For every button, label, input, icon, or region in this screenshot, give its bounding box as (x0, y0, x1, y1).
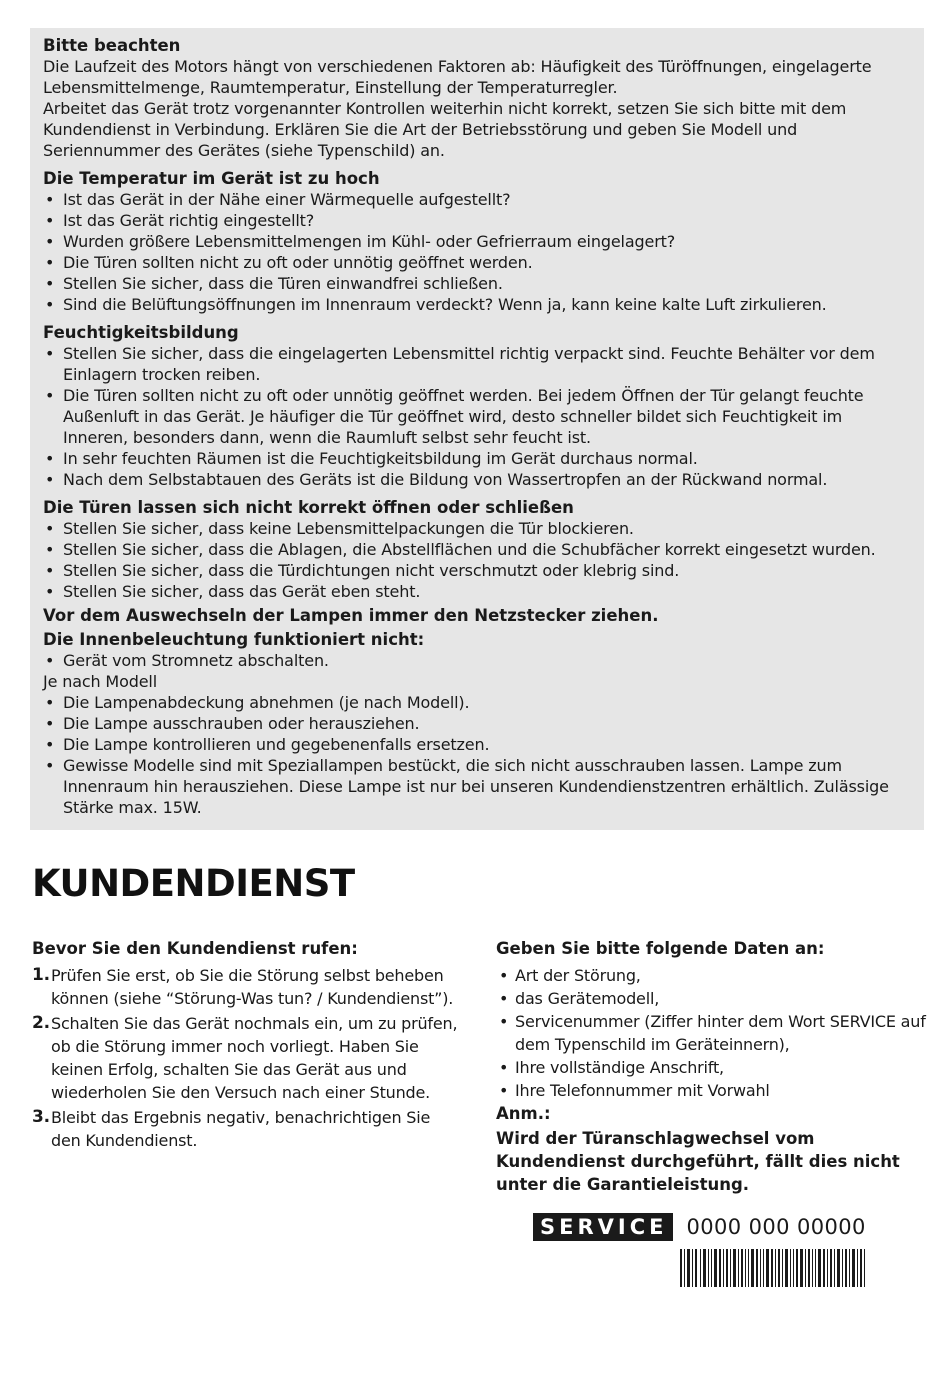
list-item: • Ihre vollständige Anschrift, (496, 1056, 936, 1079)
list-item: • Ist das Gerät in der Nähe einer Wärmequelle aufgestellt? (43, 189, 910, 210)
note-heading: Bitte beachten (43, 36, 181, 55)
note-label: Anm.: (496, 1104, 551, 1123)
doors-heading: Die Türen lassen sich nicht korrekt öffnen oder schließen (43, 498, 574, 517)
list-item: • Servicenummer (Ziffer hinter dem Wort SERVICE auf dem Typenschild im Geräteinnern), (496, 1010, 936, 1056)
light-list-1 (43, 650, 910, 671)
step-item (32, 1012, 462, 1104)
data-heading: Geben Sie bitte folgende Daten an: (496, 939, 825, 958)
step-item (32, 1106, 462, 1152)
list-item: • Die Türen sollten nicht zu oft oder unnötig geöffnet werden. (43, 252, 910, 273)
list-item: • Wurden größere Lebensmittelmengen im Kühl- oder Gefrierraum eingelagert? (43, 231, 910, 252)
step-item (32, 964, 462, 1010)
steps-list (32, 964, 462, 1152)
list-item: • Gewisse Modelle sind mit Speziallampen bestückt, die sich nicht ausschrauben lassen. Lampe zum Innenraum hin herausziehen. Diese Lampe ist nur bei unseren Kundendienstzentren erhältlich. Zulässige Stärke max. 15W. (43, 755, 910, 818)
step-text: Bleibt das Ergebnis negativ, benachrichtigen Sie den Kundendienst. (51, 1108, 431, 1150)
service-label-row (533, 1212, 866, 1242)
model-note: Je nach Modell (43, 672, 158, 691)
before-heading: Bevor Sie den Kundendienst rufen: (32, 939, 358, 958)
list-item: • das Gerätemodell, (496, 987, 936, 1010)
light-list-2 (43, 692, 910, 818)
list-item: • Nach dem Selbstabtauen des Geräts ist die Bildung von Wassertropfen an der Rückwand normal. (43, 469, 910, 490)
temperature-heading: Die Temperatur im Gerät ist zu hoch (43, 169, 380, 188)
list-item: • Stellen Sie sicher, dass die Türdichtungen nicht verschmutzt oder klebrig sind. (43, 560, 910, 581)
list-item: • Ist das Gerät richtig eingestellt? (43, 210, 910, 231)
list-item: • Die Lampe kontrollieren und gegebenenfalls ersetzen. (43, 734, 910, 755)
list-item: • Die Lampenabdeckung abnehmen (je nach Modell). (43, 692, 910, 713)
light-heading: Die Innenbeleuchtung funktioniert nicht: (43, 630, 425, 649)
humidity-heading: Feuchtigkeitsbildung (43, 323, 239, 342)
humidity-list (43, 343, 910, 490)
warranty-note: Wird der Türanschlagwechsel vom Kundendienst durchgeführt, fällt dies nicht unter die Garantieleistung. (496, 1129, 900, 1194)
step-number: 1. (32, 965, 50, 985)
list-item: • Art der Störung, (496, 964, 936, 987)
data-list (496, 964, 936, 1102)
note-paragraph-1: Die Laufzeit des Motors hängt von verschiedenen Faktoren ab: Häufigkeit des Türöffnungen, eingelagerte Lebensmittelmenge, Raumtemperatur, Einstellung der Temperaturregler. (43, 57, 872, 97)
required-data-section (496, 938, 936, 1196)
list-item: • Die Lampe ausschrauben oder herausziehen. (43, 713, 910, 734)
barcode-icon (680, 1249, 865, 1287)
doors-list (43, 518, 910, 602)
step-number: 3. (32, 1107, 50, 1127)
list-item: • Stellen Sie sicher, dass das Gerät eben steht. (43, 581, 910, 602)
note-paragraph-2: Arbeitet das Gerät trotz vorgenannter Kontrollen weiterhin nicht korrekt, setzen Sie sich bitte mit dem Kundendienst in Verbindung. Erklären Sie die Art der Betriebsstörung und geben Sie Modell und Seriennummer des Gerätes (siehe Typenschild) an. (43, 99, 847, 160)
list-item: • Die Türen sollten nicht zu oft oder unnötig geöffnet werden. Bei jedem Öffnen der Tür gelangt feuchte Außenluft in das Gerät. Je häufiger die Tür geöffnet wird, desto schneller bildet sich Feuchtigkeit im Inneren, besonders dann, wenn die Raumluft selbst sehr feucht ist. (43, 385, 910, 448)
before-calling-section (32, 938, 462, 1154)
temperature-list (43, 189, 910, 315)
list-item: • Stellen Sie sicher, dass die Ablagen, die Abstellflächen und die Schubfächer korrekt eingesetzt wurden. (43, 539, 910, 560)
service-number: 0000 000 00000 (686, 1215, 866, 1239)
list-item: • Stellen Sie sicher, dass die eingelagerten Lebensmittel richtig verpackt sind. Feuchte Behälter vor dem Einlagern trocken reiben. (43, 343, 910, 385)
step-text: Prüfen Sie erst, ob Sie die Störung selbst beheben können (siehe “Störung-Was tun? / Kundendienst”). (51, 966, 454, 1008)
troubleshooting-panel (30, 28, 924, 830)
list-item: • Stellen Sie sicher, dass die Türen einwandfrei schließen. (43, 273, 910, 294)
step-text: Schalten Sie das Gerät nochmals ein, um zu prüfen, ob die Störung immer noch vorliegt. Haben Sie keinen Erfolg, schalten Sie das Gerät aus und wiederholen Sie den Versuch nach einer Stunde. (51, 1014, 458, 1102)
list-item: • Sind die Belüftungsöffnungen im Innenraum verdeckt? Wenn ja, kann keine kalte Luft zirkulieren. (43, 294, 910, 315)
list-item: • Gerät vom Stromnetz abschalten. (43, 650, 910, 671)
list-item: • Ihre Telefonnummer mit Vorwahl (496, 1079, 936, 1102)
lamp-warning: Vor dem Auswechseln der Lampen immer den Netzstecker ziehen. (43, 606, 659, 625)
list-item: • Stellen Sie sicher, dass keine Lebensmittelpackungen die Tür blockieren. (43, 518, 910, 539)
step-number: 2. (32, 1013, 50, 1033)
page-title: KUNDENDIENST (32, 862, 355, 905)
service-label: SERVICE (533, 1213, 673, 1241)
list-item: • In sehr feuchten Räumen ist die Feuchtigkeitsbildung im Gerät durchaus normal. (43, 448, 910, 469)
